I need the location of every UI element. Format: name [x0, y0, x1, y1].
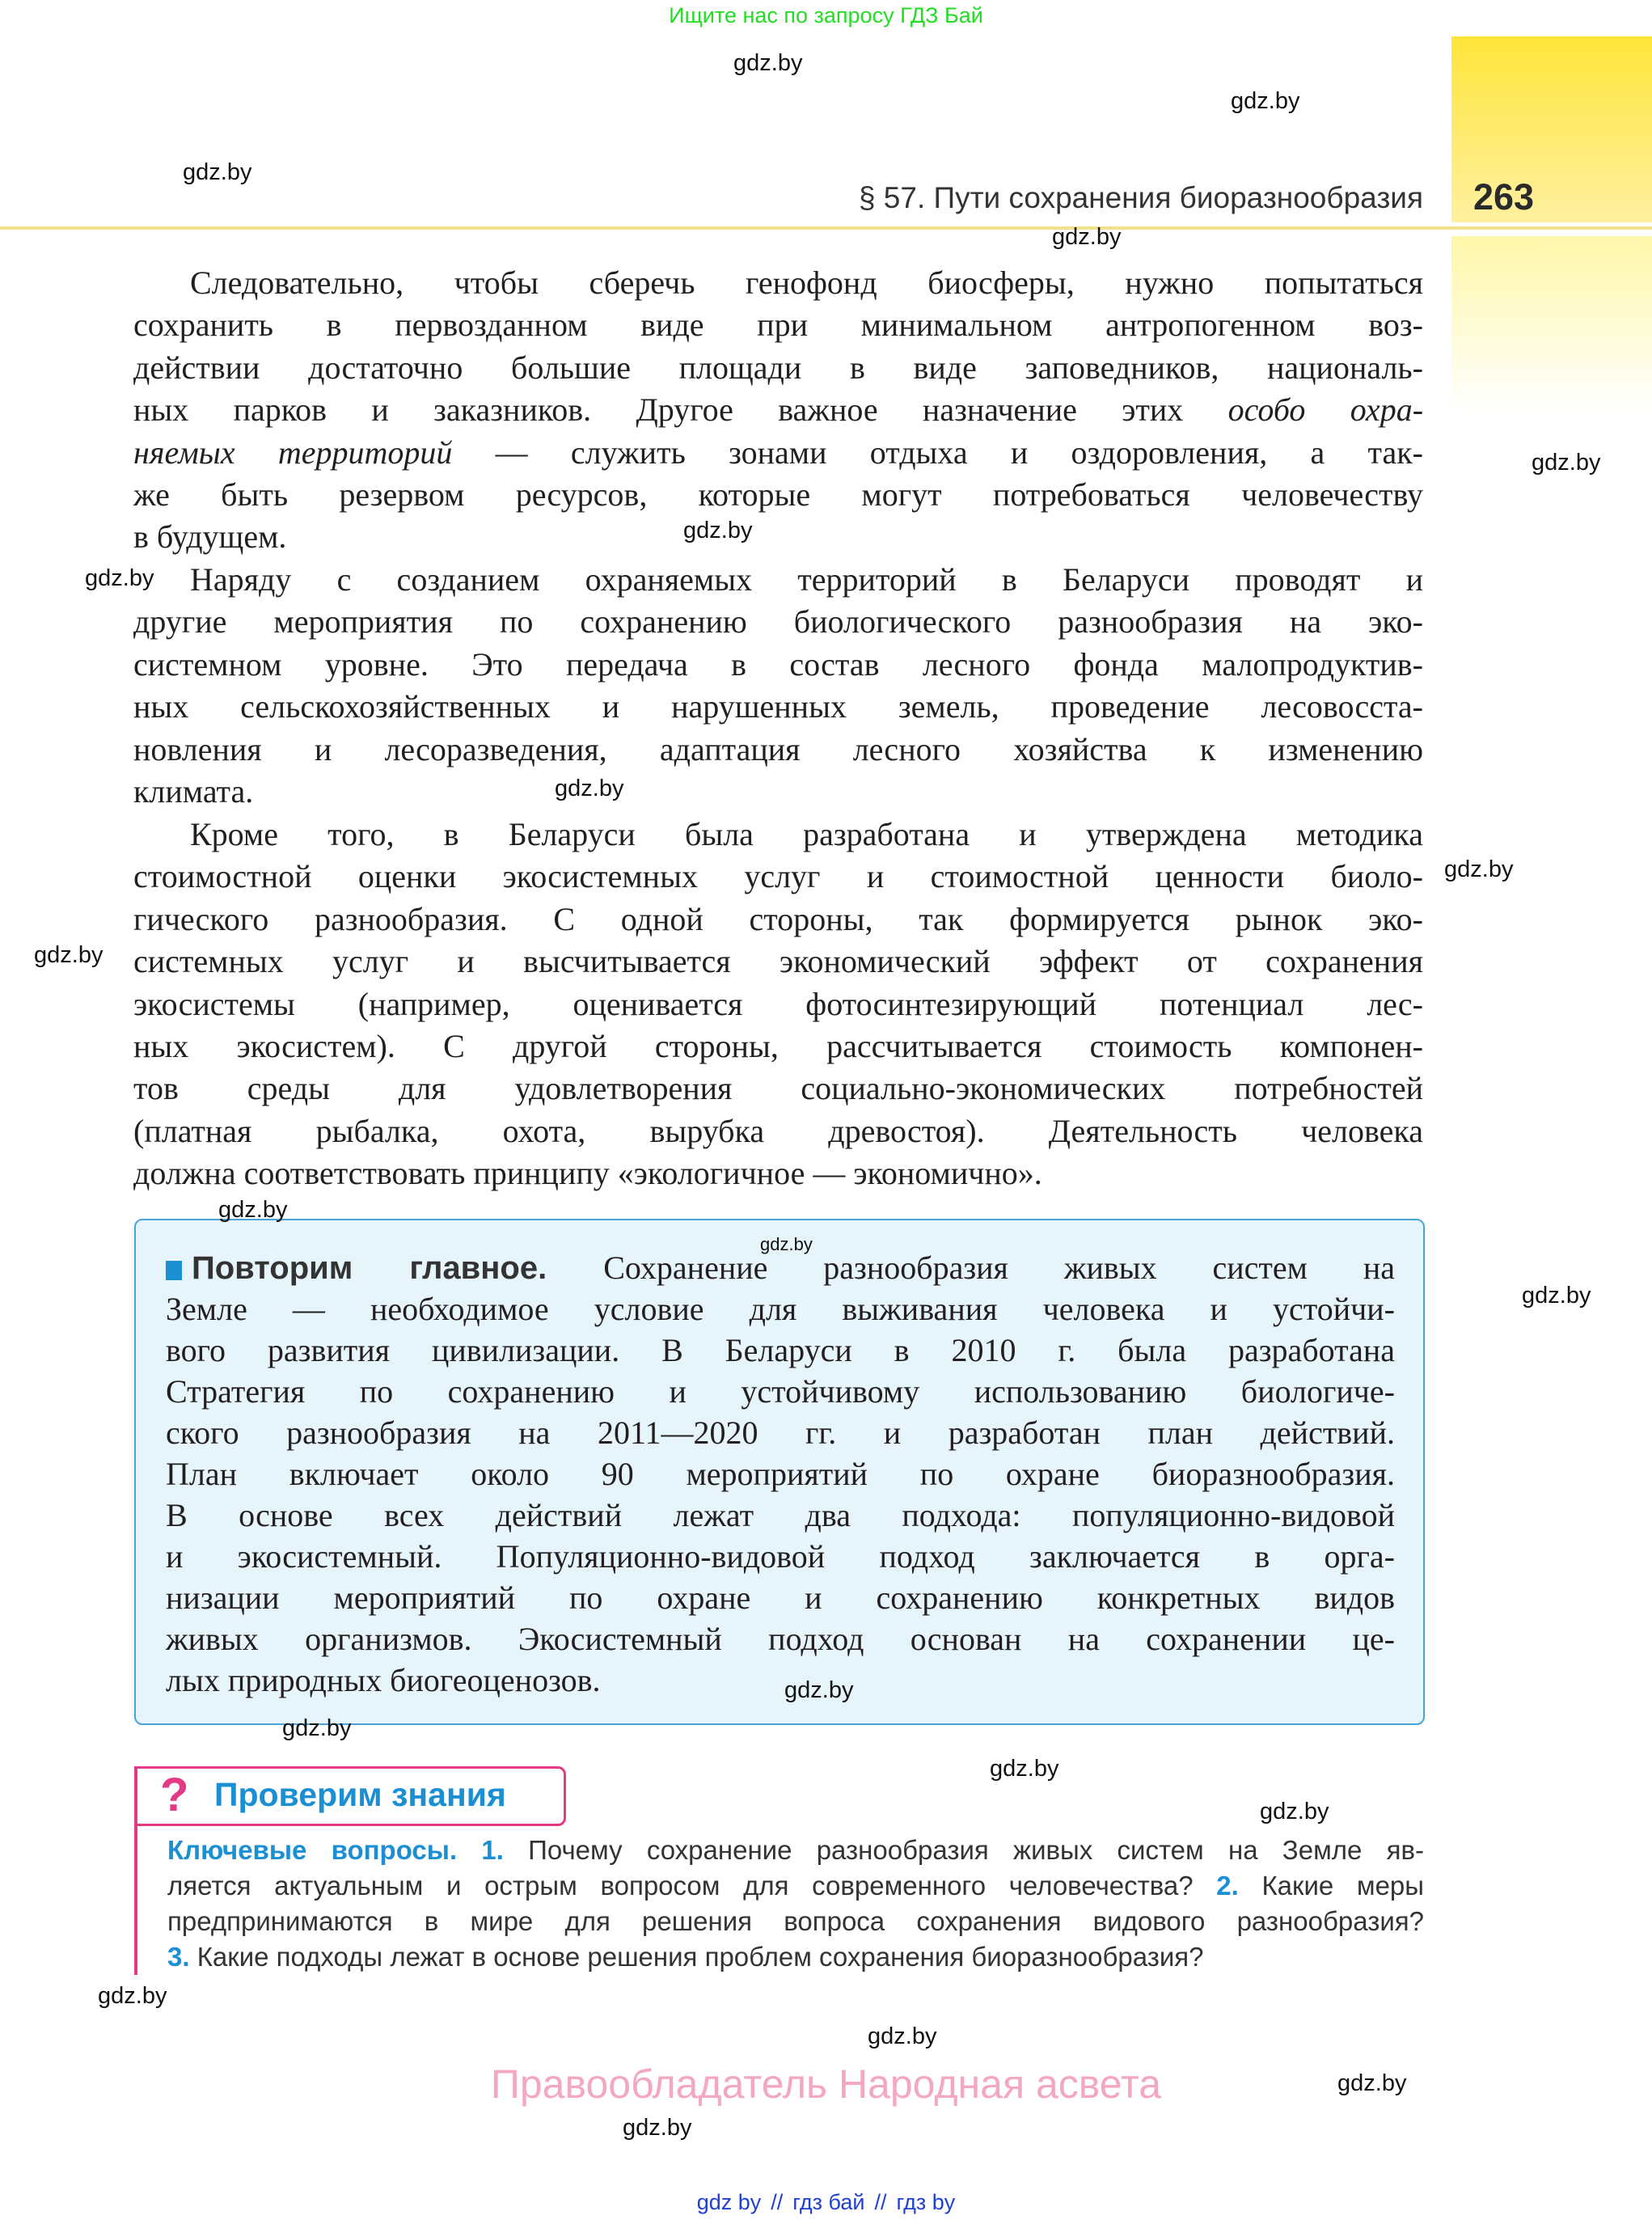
text-line: сохранить в первозданном виде при минимальном антропогенном воз- — [133, 307, 1423, 344]
text-line — [167, 1868, 1424, 1904]
watermark: gdz.by — [34, 942, 104, 968]
text-line — [167, 1939, 1424, 1975]
footer-link-gdz-by-2[interactable]: гдз by — [896, 2190, 956, 2214]
text-segment: Сохранение разнообразия живых систем на — [603, 1249, 1396, 1286]
paragraph-3 — [133, 814, 1423, 1195]
watermark: gdz.by — [784, 1677, 854, 1703]
text-segment: — служить зонами отдыха и оздоровления, а так- — [452, 433, 1424, 471]
watermark: gdz.by — [1231, 88, 1300, 114]
text-line: гического разнообразия. С одной стороны, так формируется рынок эко- — [133, 900, 1423, 937]
watermark: gdz.by — [760, 1234, 813, 1254]
watermark: gdz.by — [555, 776, 624, 801]
search-banner: Ищите нас по запросу ГДЗ Бай — [669, 3, 983, 27]
text-line: экосистемы (например, оценивается фотосинтезирующий потенциал лес- — [133, 985, 1423, 1022]
text-line — [167, 1833, 1424, 1868]
header-divider — [0, 226, 1652, 230]
footer-link-gdz-bai[interactable]: гдз бай — [792, 2190, 865, 2214]
text-segment: предпринимаются в мире для решения вопроса сохранения видового разнообразия? — [167, 1906, 1424, 1936]
text-line: действии достаточно большие площади в виде заповедников, националь- — [133, 349, 1423, 386]
text-line: ных экосистем). С другой стороны, рассчитывается стоимость компонен- — [133, 1027, 1423, 1064]
square-bullet-icon — [166, 1261, 182, 1280]
text-line: системном уровне. Это передача в состав лесного фонда малопродуктив- — [133, 645, 1423, 683]
text-segment: Почему сохранение разнообразия живых систем на Земле яв- — [503, 1835, 1424, 1865]
text-line: Земле — необходимое условие для выживания человека и устойчи- — [166, 1291, 1395, 1327]
text-line: Наряду с созданием охраняемых территорий в Беларуси проводят и — [190, 561, 1423, 598]
text-segment: ляется актуальным и острым вопросом для современного человечества? — [167, 1871, 1217, 1901]
text-line: другие мероприятия по сохранению биологического разнообразия на эко- — [133, 603, 1423, 641]
watermark: gdz.by — [868, 2023, 937, 2049]
summary-text — [166, 1247, 1395, 1701]
text-line: новления и лесоразведения, адаптация лесного хозяйства к изменению — [133, 730, 1423, 767]
text-line: Стратегия по сохранению и устойчивому использованию биологиче- — [166, 1373, 1395, 1410]
section-title: § 57. Пути сохранения биоразнообразия — [858, 181, 1423, 214]
watermark: gdz.by — [1337, 2070, 1407, 2096]
footer-link-gdz-by[interactable]: gdz by — [696, 2190, 762, 2214]
text-line: системных услуг и высчитывается экономический эффект от сохранения — [133, 943, 1423, 980]
text-line: и экосистемный. Популяционно-видовой подход заключается в орга- — [166, 1538, 1395, 1575]
italic-term: особо охра- — [1227, 391, 1424, 429]
text-line: ского разнообразия на 2011—2020 гг. и разработан план действий. — [166, 1414, 1395, 1451]
watermark: gdz.by — [98, 1983, 167, 2009]
question-mark-icon: ? — [160, 1769, 189, 1821]
text-segment: ных парков и заказников. Другое важное назначение этих — [133, 391, 1228, 429]
watermark: gdz.by — [85, 565, 154, 591]
page-side-band — [1451, 236, 1652, 414]
watermark: gdz.by — [1522, 1283, 1591, 1309]
text-line: же быть резервом ресурсов, которые могут потребоваться человечеству — [133, 476, 1423, 513]
text-line: должна соответствовать принципу «экологичное — экономично». — [133, 1155, 1042, 1192]
text-line: тов среды для удовлетворения социально-экономических потребностей — [133, 1070, 1423, 1107]
paragraph-2 — [133, 559, 1423, 813]
text-line: вого развития цивилизации. В Беларуси в 2010 г. была разработана — [166, 1332, 1395, 1368]
key-questions — [167, 1833, 1424, 1975]
question-label: 3. — [167, 1942, 190, 1972]
text-line: лых природных биогеоценозов. — [166, 1662, 601, 1698]
italic-term: няемых территорий — [133, 433, 453, 471]
text-segment: Какие подходы лежат в основе решения проблем сохранения биоразнообразия? — [189, 1942, 1204, 1972]
text-line: В основе всех действий лежат два подхода: популяционно-видовой — [166, 1497, 1395, 1533]
text-line: низации мероприятий по охране и сохранению конкретных видов — [166, 1579, 1395, 1616]
watermark: gdz.by — [1532, 450, 1601, 476]
footer-separator: // — [771, 2190, 784, 2214]
page-number: 263 — [1473, 176, 1535, 218]
paragraph-1 — [133, 262, 1423, 559]
watermark: gdz.by — [1052, 224, 1122, 250]
watermark: gdz.by — [183, 159, 252, 185]
question-label: 2. — [1216, 1871, 1239, 1901]
watermark: gdz.by — [990, 1756, 1059, 1782]
text-line: живых организмов. Экосистемный подход основан на сохранении це- — [166, 1621, 1395, 1657]
question-label: Ключевые вопросы. 1. — [167, 1835, 504, 1865]
watermark: gdz.by — [733, 50, 803, 76]
text-line: ных сельскохозяйственных и нарушенных земель, проведение лесовосста- — [133, 688, 1423, 725]
text-line: в будущем. — [133, 518, 287, 556]
text-line — [133, 432, 1423, 474]
watermark: gdz.by — [623, 2115, 692, 2141]
watermark: gdz.by — [282, 1715, 352, 1741]
watermark: gdz.by — [1260, 1799, 1329, 1824]
text-line: стоимостной оценки экосистемных услуг и стоимостной ценности биоло- — [133, 858, 1423, 895]
watermark: gdz.by — [1444, 856, 1514, 882]
questions-title: Проверим знания — [214, 1776, 506, 1813]
watermark: gdz.by — [218, 1197, 288, 1223]
text-line: План включает около 90 мероприятий по охране биоразнообразия. — [166, 1456, 1395, 1492]
summary-heading: Повторим главное. — [192, 1250, 604, 1286]
footer-links — [0, 2190, 1652, 2215]
text-line — [167, 1904, 1424, 1939]
text-line: (платная рыбалка, охота, вырубка древостоя). Деятельность человека — [133, 1112, 1423, 1149]
text-line: Следовательно, чтобы сберечь генофонд биосферы, нужно попытаться — [190, 264, 1423, 301]
text-segment: Какие меры — [1238, 1871, 1425, 1901]
copyright-notice: Правообладатель Народная асвета — [490, 2061, 1162, 2107]
text-line — [133, 389, 1423, 431]
text-line: климата. — [133, 772, 254, 810]
footer-separator: // — [874, 2190, 887, 2214]
watermark: gdz.by — [683, 518, 753, 543]
text-line: Кроме того, в Беларуси была разработана и утверждена методика — [190, 816, 1423, 852]
